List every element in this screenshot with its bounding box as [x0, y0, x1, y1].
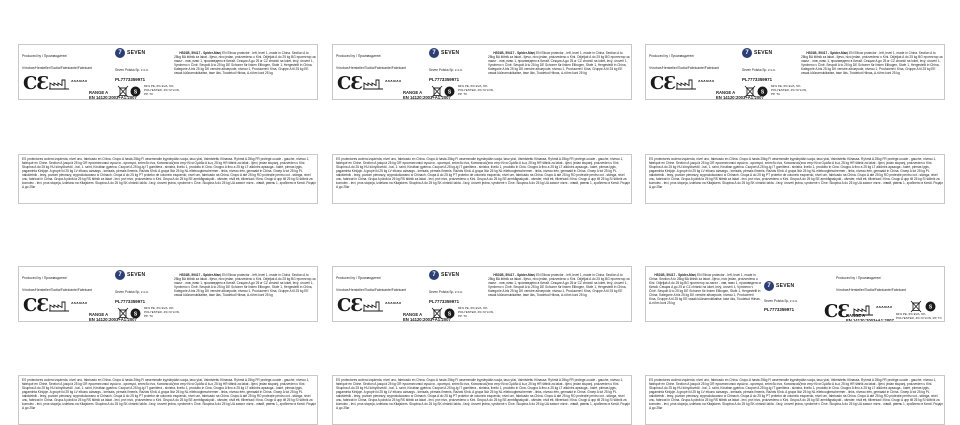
product-code: PL7773359971	[429, 77, 460, 82]
safety-label	[645, 44, 945, 100]
safety-label	[645, 266, 945, 322]
producer-header: Produced by / Производител/ Výrobce/Hersteller/Tootja/Fabricante/Fabricant	[336, 53, 406, 69]
seven-logo-icon: 7	[115, 270, 125, 280]
product-description: HS01B, 59417 - Spider-Man| EN Elbow protector - left, level 1, made in China. Section A to 25kg BA štitnik za lakat - lijevo, nivo jedan, proizvedeno u Kini. Odjeljak A do 25 kg BG протектор за лакът - ляв, ниво 1, произведено в Китай. Секция A до 25 кг CZ chránič na loket, levý, úroveň 1, Vyrobeno v Číně. Sespolt A to 25 kg DE Schoner für linken Ellbogen, Stufe 1, Hergestellt in China, Kategorie A bis 25 kg DK venstre albuepude, niveau 1, Produceret i Kina, Gruppe A til 25 kg EE vasak küünarnukikaitse, tase üks, Toodetud Hiinas, A-rühm kuni 25 kg	[174, 51, 316, 75]
seller-address: Seven Polska Sp. z o.o.	[115, 290, 149, 294]
producer-header: Produced by / Производител/ Výrobce/Hersteller/Tootja/Fabricante/Fabricant	[836, 275, 906, 291]
pl-batch-code: XXXX/XX	[71, 302, 88, 305]
standard-range: RANGE A EN 14120:2003+A1:2007	[716, 90, 764, 100]
translation-label	[18, 154, 318, 204]
seller-address: Seven Polska Sp. z o.o.	[115, 68, 149, 72]
materials: 84% PE, 6% EVA, 6% POLYESTER, 4% NYLON, PP, TC	[771, 85, 808, 95]
pl-batch-code: XXXX/XX	[385, 80, 402, 83]
manufacturer-factory-icon	[49, 79, 69, 90]
materials: 84% PE, 6% EVA, 6% POLYESTER, 4% NYLON, PP, TC	[458, 307, 495, 317]
seven-logo: 7 SEVEN	[115, 48, 145, 58]
seller-address: Seven Polska Sp. z o.o.	[429, 290, 463, 294]
translation-label	[645, 154, 945, 204]
seven-logo: 7 SEVEN	[115, 270, 145, 280]
standard-range: RANGE A EN 14120:2003+A1:2007	[403, 90, 451, 100]
product-description: HS01B, 59417 - Spider-Man| EN Elbow protector - left, level 1, made in China. Section A to 25kg BA štitnik za lakat - lijevo, nivo jedan, proizvedeno u Kini. Odjeljak A do 25 kg BG протектор за лакът - ляв, ниво 1, произведено в Китай. Секция A до 25 кг CZ chránič na loket, levý, úroveň 1, Vyrobeno v Číně. Sespolt A to 25 kg DE Schoner für linken Ellbogen, Stufe 1, Hergestellt in China, Kategorie A bis 25 kg DK venstre albuepude, niveau 1, Produceret i Kina, Gruppe A til 25 kg EE vasak küünarnukikaitse, tase üks, Toodetud Hiinas, A-rühm kuni 25 kg	[488, 51, 630, 75]
translation-label	[332, 154, 632, 204]
translations-text: ES protectores codera izquierda, nivel uno, fabricado en China. Grupo A hasta 25kg FI vasemmalle kyynärpään suoja, taso yksi, Valmistettu Kiinassa. Ryhmä A 25kg FR protège-coude - gauche, niveau 1, fabriqué en Chine. Section A jusqu'à 25 kg GR προστατευτικό αγκώνα - αριστερό, επίπεδο ένα, Κατασκευάζεται στην Κίνα Ομάδα Α έως 25 kg HR štitnik za lakat - lijevi, jedan stupanj, proizveden u Kini. Skupina A do 25 kg HU könyökvédő - bal, 1. szint, Kínában gyártva. Csoport A 25 kg-ig IT gomitiera - sinistra, livello 1, prodotto in Cina. Gruppo A fino a 25 kg LT alkūnės apsauga - kairė, pirmas lygis, pagaminta Kinijoje. A grupė iki 25 kg LV elkoņu aizsargs - kreisais, pirmais līmenis, Ražots Ķīnā. A grupa līdz 25 kg NL elleboogbeschermer - links, niveau één, gemaakt in China. Groep A tot 25 kg PL nałokietnik - lewy, poziom pierwszy, wyprodukowano w Chinach. Grupa A do 25 kg PT protetor de cotovelo esquerdo, nível um, fabricado na China. Grupo A até 25 kg RO protecție pentru cot - stânga, nivel unu, fabricat în China. Grupa A până la 25 kg RS štitnik za lakat - levi, prvi nivo, proizvedeno u Kini. Grupa A do 25 kg SE armbågsskydd - vänster, nivå ett, tillverkad i Kina. Grupp A upp till 25 kg SI ščitnik za komolec - levi, prva stopnja, izdelano na Kitajskem. Skupina A do 25 kg SK chránič lakťa - ľavý, úroveň jedna, vyrobené v Číne. Skupina A do 25 kg UA захист ліктя - лівий, рівень 1, зроблено в Китаї. Розділ A до 25кг	[22, 157, 316, 189]
materials: 84% PE, 6% EVA, 6% POLYESTER, 4% NYLON, PP, TC	[144, 307, 181, 317]
translations-text: ES protectores codera izquierda, nivel uno, fabricado en China. Grupo A hasta 25kg FI vasemmalle kyynärpään suoja, taso yksi, Valmistettu Kiinassa. Ryhmä A 25kg FR protège-coude - gauche, niveau 1, fabriqué en Chine. Section A jusqu'à 25 kg GR προστατευτικό αγκώνα - αριστερό, επίπεδο ένα, Κατασκευάζεται στην Κίνα Ομάδα Α έως 25 kg HR štitnik za lakat - lijevi, jedan stupanj, proizveden u Kini. Skupina A do 25 kg HU könyökvédő - bal, 1. szint, Kínában gyártva. Csoport A 25 kg-ig IT gomitiera - sinistra, livello 1, prodotto in Cina. Gruppo A fino a 25 kg LT alkūnės apsauga - kairė, pirmas lygis, pagaminta Kinijoje. A grupė iki 25 kg LV elkoņu aizsargs - kreisais, pirmais līmenis, Ražots Ķīnā. A grupa līdz 25 kg NL elleboogbeschermer - links, niveau één, gemaakt in China. Groep A tot 25 kg PL nałokietnik - lewy, poziom pierwszy, wyprodukowano w Chinach. Grupa A do 25 kg PT protetor de cotovelo esquerdo, nível um, fabricado na China. Grupo A até 25 kg RO protecție pentru cot - stânga, nivel unu, fabricat în China. Grupa A până la 25 kg RS štitnik za lakat - levi, prvi nivo, proizvedeno u Kini. Grupa A do 25 kg SE armbågsskydd - vänster, nivå ett, tillverkad i Kina. Grupp A upp till 25 kg SI ščitnik za komolec - levi, prva stopnja, izdelano na Kitajskem. Skupina A do 25 kg SK chránič lakťa - ľavý, úroveň jedna, vyrobené v Číne. Skupina A do 25 kg UA захист ліктя - лівий, рівень 1, зроблено в Китаї. Розділ A до 25кг	[336, 378, 630, 410]
standard-range: RANGE A EN 14120:2003+A1:2007	[89, 312, 137, 322]
pl-batch-code: XXXX/XX	[385, 302, 402, 305]
product-description: HS01B, 59417 - Spider-Man| EN Elbow protector - left, level 1, made in China. Section A to 25kg BA štitnik za lakat - lijevo, nivo jedan, proizvedeno u Kini. Odjeljak A do 25 kg BG протектор за лакът - ляв, ниво 1, произведено в Китай. Секция A до 25 кг CZ chránič na loket, levý, úroveň 1, Vyrobeno v Číně. Sespolt A to 25 kg DE Schoner für linken Ellbogen, Stufe 1, Hergestellt in China, Kategorie A bis 25 kg DK venstre albuepude, niveau 1, Produceret i Kina, Gruppe A til 25 kg EE vasak küünarnukikaitse, tase üks, Toodetud Hiinas, A-rühm kuni 25 kg	[649, 273, 761, 305]
svg-text:S: S	[133, 311, 138, 318]
product-description: HS01B, 59417 - Spider-Man| EN Elbow protector - left, level 1, made in China. Section A to 25kg BA štitnik za lakat - lijevo, nivo jedan, proizvedeno u Kini. Odjeljak A do 25 kg BG протектор за лакът - ляв, ниво 1, произведено в Китай. Секция A до 25 кг CZ chránič na loket, levý, úroveň 1, Vyrobeno v Číně. Sespolt A to 25 kg DE Schoner für linken Ellbogen, Stufe 1, Hergestellt in China, Kategorie A bis 25 kg DK venstre albuepude, niveau 1, Produceret i Kina, Gruppe A til 25 kg EE vasak küünarnukikaitse, tase üks, Toodetud Hiinas, A-rühm kuni 25 kg	[488, 273, 630, 297]
translations-text: ES protectores codera izquierda, nivel uno, fabricado en China. Grupo A hasta 25kg FI vasemmalle kyynärpään suoja, taso yksi, Valmistettu Kiinassa. Ryhmä A 25kg FR protège-coude - gauche, niveau 1, fabriqué en Chine. Section A jusqu'à 25 kg GR προστατευτικό αγκώνα - αριστερό, επίπεδο ένα, Κατασκευάζεται στην Κίνα Ομάδα Α έως 25 kg HR štitnik za lakat - lijevi, jedan stupanj, proizveden u Kini. Skupina A do 25 kg HU könyökvédő - bal, 1. szint, Kínában gyártva. Csoport A 25 kg-ig IT gomitiera - sinistra, livello 1, prodotto in Cina. Gruppo A fino a 25 kg LT alkūnės apsauga - kairė, pirmas lygis, pagaminta Kinijoje. A grupė iki 25 kg LV elkoņu aizsargs - kreisais, pirmais līmenis, Ražots Ķīnā. A grupa līdz 25 kg NL elleboogbeschermer - links, niveau één, gemaakt in China. Groep A tot 25 kg PL nałokietnik - lewy, poziom pierwszy, wyprodukowano w Chinach. Grupa A do 25 kg PT protetor de cotovelo esquerdo, nível um, fabricado na China. Grupo A até 25 kg RO protecție pentru cot - stânga, nivel unu, fabricat în China. Grupa A până la 25 kg RS štitnik za lakat - levi, prvi nivo, proizvedeno u Kini. Grupa A do 25 kg SE armbågsskydd - vänster, nivå ett, tillverkad i Kina. Grupp A upp till 25 kg SI ščitnik za komolec - levi, prva stopnja, izdelano na Kitajskem. Skupina A do 25 kg SK chránič lakťa - ľavý, úroveň jedna, vyrobené v Číne. Skupina A do 25 kg UA захист ліктя - лівий, рівень 1, зроблено в Китаї. Розділ A до 25кг	[649, 378, 943, 410]
materials: 84% PE, 6% EVA, 6% POLYESTER, 4% NYLON, PP, TC	[144, 85, 181, 95]
seven-logo: 7 SEVEN	[742, 48, 772, 58]
seven-logo-icon: 7	[742, 48, 752, 58]
manufacturer-factory-icon	[676, 79, 696, 90]
safety-label	[18, 44, 318, 100]
product-code: PL7773359971	[764, 307, 795, 312]
producer-header: Produced by / Производител/ Výrobce/Hersteller/Tootja/Fabricante/Fabricant	[22, 275, 92, 291]
ce-mark-icon: CƐ	[824, 301, 850, 322]
translation-label	[332, 375, 632, 425]
ce-mark-icon: CƐ	[23, 73, 49, 94]
safety-label	[18, 266, 318, 322]
product-code: PL7773359971	[742, 77, 773, 82]
standard-range: RANGE A EN 14120:2003+A1:2007	[403, 312, 451, 322]
seller-address: Seven Polska Sp. z o.o.	[429, 68, 463, 72]
product-code: PL7773359971	[429, 299, 460, 304]
svg-text:S: S	[928, 304, 933, 311]
seven-logo-icon: 7	[429, 270, 439, 280]
materials: 84% PE, 6% EVA, 6% POLYESTER, 4% NYLON, PP, TC	[458, 85, 495, 95]
producer-header: Produced by / Производител/ Výrobce/Hersteller/Tootja/Fabricante/Fabricant	[649, 53, 719, 69]
seller-address: Seven Polska Sp. z o.o.	[764, 299, 798, 303]
translations-text: ES protectores codera izquierda, nivel uno, fabricado en China. Grupo A hasta 25kg FI vasemmalle kyynärpään suoja, taso yksi, Valmistettu Kiinassa. Ryhmä A 25kg FR protège-coude - gauche, niveau 1, fabriqué en Chine. Section A jusqu'à 25 kg GR προστατευτικό αγκώνα - αριστερό, επίπεδο ένα, Κατασκευάζεται στην Κίνα Ομάδα Α έως 25 kg HR štitnik za lakat - lijevi, jedan stupanj, proizveden u Kini. Skupina A do 25 kg HU könyökvédő - bal, 1. szint, Kínában gyártva. Csoport A 25 kg-ig IT gomitiera - sinistra, livello 1, prodotto in Cina. Gruppo A fino a 25 kg LT alkūnės apsauga - kairė, pirmas lygis, pagaminta Kinijoje. A grupė iki 25 kg LV elkoņu aizsargs - kreisais, pirmais līmenis, Ražots Ķīnā. A grupa līdz 25 kg NL elleboogbeschermer - links, niveau één, gemaakt in China. Groep A tot 25 kg PL nałokietnik - lewy, poziom pierwszy, wyprodukowano w Chinach. Grupa A do 25 kg PT protetor de cotovelo esquerdo, nível um, fabricado na China. Grupo A até 25 kg RO protecție pentru cot - stânga, nivel unu, fabricat în China. Grupa A până la 25 kg RS štitnik za lakat - levi, prvi nivo, proizvedeno u Kini. Grupa A do 25 kg SE armbågsskydd - vänster, nivå ett, tillverkad i Kina. Grupp A upp till 25 kg SI ščitnik za komolec - levi, prva stopnja, izdelano na Kitajskem. Skupina A do 25 kg SK chránič lakťa - ľavý, úroveň jedna, vyrobené v Číne. Skupina A do 25 kg UA захист ліктя - лівий, рівень 1, зроблено в Китаї. Розділ A до 25кг	[649, 157, 943, 189]
svg-text:S: S	[133, 89, 138, 96]
materials: 84% PE, 6% EVA, 6% POLYESTER, 4% NYLON, PP, TC	[896, 313, 942, 320]
manufacturer-factory-icon	[363, 79, 383, 90]
ce-mark-icon: CƐ	[23, 295, 49, 316]
translation-label	[18, 375, 318, 425]
translations-text: ES protectores codera izquierda, nivel uno, fabricado en China. Grupo A hasta 25kg FI vasemmalle kyynärpään suoja, taso yksi, Valmistettu Kiinassa. Ryhmä A 25kg FR protège-coude - gauche, niveau 1, fabriqué en Chine. Section A jusqu'à 25 kg GR προστατευτικό αγκώνα - αριστερό, επίπεδο ένα, Κατασκευάζεται στην Κίνα Ομάδα Α έως 25 kg HR štitnik za lakat - lijevi, jedan stupanj, proizveden u Kini. Skupina A do 25 kg HU könyökvédő - bal, 1. szint, Kínában gyártva. Csoport A 25 kg-ig IT gomitiera - sinistra, livello 1, prodotto in Cina. Gruppo A fino a 25 kg LT alkūnės apsauga - kairė, pirmas lygis, pagaminta Kinijoje. A grupė iki 25 kg LV elkoņu aizsargs - kreisais, pirmais līmenis, Ražots Ķīnā. A grupa līdz 25 kg NL elleboogbeschermer - links, niveau één, gemaakt in China. Groep A tot 25 kg PL nałokietnik - lewy, poziom pierwszy, wyprodukowano w Chinach. Grupa A do 25 kg PT protetor de cotovelo esquerdo, nível um, fabricado na China. Grupo A até 25 kg RO protecție pentru cot - stânga, nivel unu, fabricat în China. Grupa A până la 25 kg RS štitnik za lakat - levi, prvi nivo, proizvedeno u Kini. Grupa A do 25 kg SE armbågsskydd - vänster, nivå ett, tillverkad i Kina. Grupp A upp till 25 kg SI ščitnik za komolec - levi, prva stopnja, izdelano na Kitajskem. Skupina A do 25 kg SK chránič lakťa - ľavý, úroveň jedna, vyrobené v Číne. Skupina A do 25 kg UA захист ліктя - лівий, рівень 1, зроблено в Китаї. Розділ A до 25кг	[336, 157, 630, 189]
producer-header: Produced by / Производител/ Výrobce/Hersteller/Tootja/Fabricante/Fabricant	[336, 275, 406, 291]
producer-header: Produced by / Производител/ Výrobce/Hersteller/Tootja/Fabricante/Fabricant	[22, 53, 92, 69]
pl-batch-code: XXXX/XX	[71, 80, 88, 83]
svg-text:S: S	[760, 89, 765, 96]
pl-batch-code: XXXX/XX	[698, 80, 715, 83]
age-warning-icon	[925, 301, 936, 312]
safety-label	[332, 44, 632, 100]
manufacturer-factory-icon	[49, 301, 69, 312]
standard-range: RANGE A EN 14120:2003+A1:2007	[846, 313, 894, 322]
svg-text:S: S	[447, 89, 452, 96]
seven-logo-icon: 7	[429, 48, 439, 58]
seven-logo: 7 SEVEN	[764, 281, 794, 291]
crossed-bin-icon	[910, 300, 922, 313]
svg-text:S: S	[447, 311, 452, 318]
pl-batch-code: XXXX/XX	[876, 306, 893, 309]
ce-mark-icon: CƐ	[337, 295, 363, 316]
manufacturer-factory-icon	[363, 301, 383, 312]
ce-mark-icon: CƐ	[650, 73, 676, 94]
ce-mark-icon: CƐ	[337, 73, 363, 94]
seven-logo: 7 SEVEN	[429, 48, 459, 58]
product-code: PL7773359971	[115, 77, 146, 82]
safety-label	[332, 266, 632, 322]
product-description: HS01B, 59417 - Spider-Man| EN Elbow protector - left, level 1, made in China. Section A to 25kg BA štitnik za lakat - lijevo, nivo jedan, proizvedeno u Kini. Odjeljak A do 25 kg BG протектор за лакът - ляв, ниво 1, произведено в Китай. Секция A до 25 кг CZ chránič na loket, levý, úroveň 1, Vyrobeno v Číně. Sespolt A to 25 kg DE Schoner für linken Ellbogen, Stufe 1, Hergestellt in China, Kategorie A bis 25 kg DK venstre albuepude, niveau 1, Produceret i Kina, Gruppe A til 25 kg EE vasak küünarnukikaitse, tase üks, Toodetud Hiinas, A-rühm kuni 25 kg	[801, 51, 943, 75]
seller-address: Seven Polska Sp. z o.o.	[742, 68, 776, 72]
standard-range: RANGE A EN 14120:2003+A1:2007	[89, 90, 137, 100]
translation-label	[645, 375, 945, 425]
product-code: PL7773359971	[115, 299, 146, 304]
seven-logo-icon: 7	[764, 281, 774, 291]
translations-text: ES protectores codera izquierda, nivel uno, fabricado en China. Grupo A hasta 25kg FI vasemmalle kyynärpään suoja, taso yksi, Valmistettu Kiinassa. Ryhmä A 25kg FR protège-coude - gauche, niveau 1, fabriqué en Chine. Section A jusqu'à 25 kg GR προστατευτικό αγκώνα - αριστερό, επίπεδο ένα, Κατασκευάζεται στην Κίνα Ομάδα Α έως 25 kg HR štitnik za lakat - lijevi, jedan stupanj, proizveden u Kini. Skupina A do 25 kg HU könyökvédő - bal, 1. szint, Kínában gyártva. Csoport A 25 kg-ig IT gomitiera - sinistra, livello 1, prodotto in Cina. Gruppo A fino a 25 kg LT alkūnės apsauga - kairė, pirmas lygis, pagaminta Kinijoje. A grupė iki 25 kg LV elkoņu aizsargs - kreisais, pirmais līmenis, Ražots Ķīnā. A grupa līdz 25 kg NL elleboogbeschermer - links, niveau één, gemaakt in China. Groep A tot 25 kg PL nałokietnik - lewy, poziom pierwszy, wyprodukowano w Chinach. Grupa A do 25 kg PT protetor de cotovelo esquerdo, nível um, fabricado na China. Grupo A até 25 kg RO protecție pentru cot - stânga, nivel unu, fabricat în China. Grupa A până la 25 kg RS štitnik za lakat - levi, prvi nivo, proizvedeno u Kini. Grupa A do 25 kg SE armbågsskydd - vänster, nivå ett, tillverkad i Kina. Grupp A upp till 25 kg SI ščitnik za komolec - levi, prva stopnja, izdelano na Kitajskem. Skupina A do 25 kg SK chránič lakťa - ľavý, úroveň jedna, vyrobené v Číne. Skupina A do 25 kg UA захист ліктя - лівий, рівень 1, зроблено в Китаї. Розділ A до 25кг	[22, 378, 316, 410]
seven-logo: 7 SEVEN	[429, 270, 459, 280]
seven-logo-icon: 7	[115, 48, 125, 58]
product-description: HS01B, 59417 - Spider-Man| EN Elbow protector - left, level 1, made in China. Section A to 25kg BA štitnik za lakat - lijevo, nivo jedan, proizvedeno u Kini. Odjeljak A do 25 kg BG протектор за лакът - ляв, ниво 1, произведено в Китай. Секция A до 25 кг CZ chránič na loket, levý, úroveň 1, Vyrobeno v Číně. Sespolt A to 25 kg DE Schoner für linken Ellbogen, Stufe 1, Hergestellt in China, Kategorie A bis 25 kg DK venstre albuepude, niveau 1, Produceret i Kina, Gruppe A til 25 kg EE vasak küünarnukikaitse, tase üks, Toodetud Hiinas, A-rühm kuni 25 kg	[174, 273, 316, 297]
